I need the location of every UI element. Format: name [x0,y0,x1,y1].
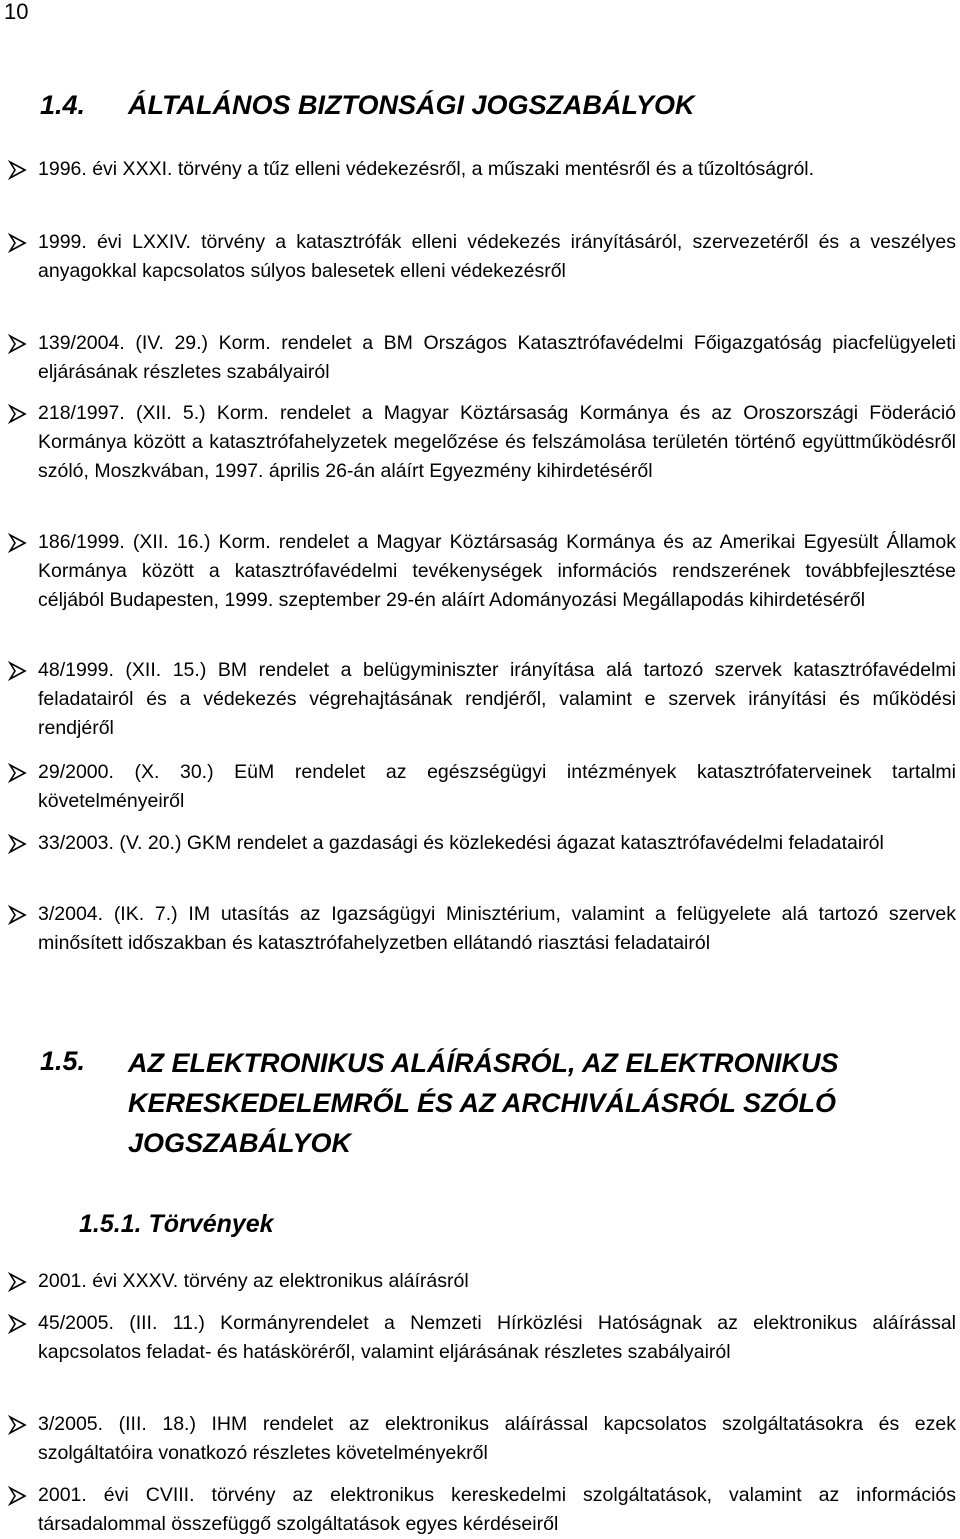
section-title: AZ ELEKTRONIKUS ALÁÍRÁSRÓL, AZ ELEKTRONIKUS KERESKEDELEMRŐL ÉS AZ ARCHIVÁLÁSRÓL SZÓLÓ JOGSZABÁLYOK [128,1048,839,1158]
arrowhead-bullet-icon [8,233,28,253]
list-item-text: 2001. évi CVIII. törvény az elektronikus kereskedelmi szolgáltatások, valamint az információs társadalommal összefüggő szolgáltatások egyes kérdéseiről [38,1484,956,1535]
list-item-text: 2001. évi XXXV. törvény az elektronikus aláírásról [38,1270,469,1292]
arrowhead-bullet-icon [8,834,28,854]
list-item-text: 29/2000. (X. 30.) EüM rendelet az egészségügyi intézmények katasztrófaterveinek tartalmi követelményeiről [38,761,956,812]
arrowhead-bullet-icon [8,905,28,925]
section-heading-1-4 [40,87,940,123]
page-number: 10 [4,0,29,24]
arrowhead-bullet-icon [8,1272,28,1292]
list-item-text: 48/1999. (XII. 15.) BM rendelet a belügyminiszter irányítása alá tartozó szervek katasztrófavédelmi feladatairól és a védekezés végrehajtásának rendjéről, valamint e szervek irányítási és működési rendjéről [38,659,956,739]
arrowhead-bullet-icon [8,160,28,180]
arrowhead-bullet-icon [8,1415,28,1435]
arrowhead-bullet-icon [8,1486,28,1506]
arrowhead-bullet-icon [8,533,28,553]
arrowhead-bullet-icon [8,1314,28,1334]
list-item-text: 3/2005. (III. 18.) IHM rendelet az elektronikus aláírással kapcsolatos szolgáltatásokra és ezek szolgáltatóira vonatkozó részletes követelményekről [38,1413,956,1464]
subsection-title: Törvények [148,1210,274,1238]
section-heading-1-5 [40,1043,940,1163]
subsection-heading-1-5-1 [79,1208,274,1240]
list-item-text: 139/2004. (IV. 29.) Korm. rendelet a BM Országos Katasztrófavédelmi Főigazgatóság piacfelügyeleti eljárásának részletes szabályairól [38,332,956,383]
list-item-text: 186/1999. (XII. 16.) Korm. rendelet a Magyar Köztársaság Kormánya és az Amerikai Egyesült Államok Kormánya között a katasztrófavédelmi tevékenységek információs rendszerének továbbfejlesztése céljából Budapesten, 1999. szeptember 29-én aláírt Adományozási Megállapodás kihirdetéséről [38,531,956,611]
list-item-text: 3/2004. (IK. 7.) IM utasítás az Igazságügyi Minisztérium, valamint a felügyelete alá tartozó szervek minősített időszakban és katasztrófahelyzetben ellátandó riasztási feladatairól [38,903,956,954]
section-title: ÁLTALÁNOS BIZTONSÁGI JOGSZABÁLYOK [128,90,695,120]
subsection-number: 1.5.1. [79,1210,142,1238]
list-item-text: 1996. évi XXXI. törvény a tűz elleni védekezésről, a műszaki mentésről és a tűzoltóságról. [38,158,815,180]
list-item-text: 218/1997. (XII. 5.) Korm. rendelet a Magyar Köztársaság Kormánya és az Oroszországi Föderáció Kormánya között a katasztrófahelyzetek megelőzése és felszámolása területén történő együttműködésről szóló, Moszkvában, 1997. április 26-án aláírt Egyezmény kihirdetéséről [38,402,956,482]
section-number: 1.5. [40,1046,86,1076]
arrowhead-bullet-icon [8,404,28,424]
list-item-text: 1999. évi LXXIV. törvény a katasztrófák elleni védekezés irányításáról, szervezetéről és a veszélyes anyagokkal kapcsolatos súlyos balesetek elleni védekezésről [38,231,956,282]
list-item-text: 33/2003. (V. 20.) GKM rendelet a gazdasági és közlekedési ágazat katasztrófavédelmi feladatairól [38,832,884,854]
arrowhead-bullet-icon [8,763,28,783]
section-number: 1.4. [40,90,86,120]
list-item-text: 45/2005. (III. 11.) Kormányrendelet a Nemzeti Hírközlési Hatóságnak az elektronikus aláírással kapcsolatos feladat- és hatásköréről, valamint eljárásának részletes szabályairól [38,1312,956,1363]
arrowhead-bullet-icon [8,661,28,681]
arrowhead-bullet-icon [8,334,28,354]
